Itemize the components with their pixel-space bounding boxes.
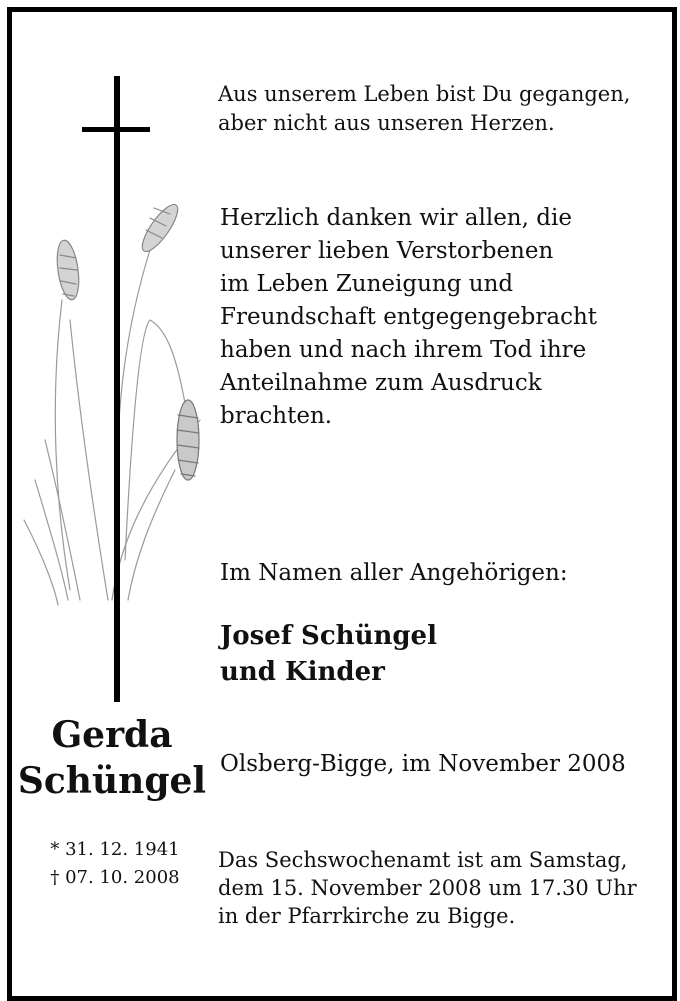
- thanks-paragraph: [220, 202, 640, 433]
- service-line: Das Sechswochenamt ist am Samstag,: [218, 848, 628, 872]
- thanks-line: haben und nach ihrem Tod ihre: [220, 337, 587, 363]
- deceased-name: [12, 712, 212, 804]
- signer-name: Josef Schüngel: [220, 621, 437, 651]
- wheat-icon: [24, 200, 200, 605]
- quote-line: Aus unserem Leben bist Du gegangen,: [218, 82, 631, 106]
- service-notice: [218, 846, 650, 930]
- thanks-line: brachten.: [220, 403, 333, 429]
- thanks-line: unserer lieben Verstorbenen: [220, 238, 554, 264]
- quote-line: aber nicht aus unseren Herzen.: [218, 111, 555, 135]
- thanks-line: Herzlich danken wir allen, die: [220, 205, 572, 231]
- death-date: † 07. 10. 2008: [50, 867, 180, 888]
- signers: [220, 618, 640, 690]
- on-behalf-line: Im Namen aller Angehörigen:: [220, 560, 568, 586]
- signer-name: und Kinder: [220, 657, 385, 687]
- birth-date: * 31. 12. 1941: [50, 839, 180, 860]
- deceased-last-name: Schüngel: [17, 760, 207, 802]
- cross-icon: [82, 76, 150, 702]
- memorial-quote: [218, 80, 648, 138]
- service-line: dem 15. November 2008 um 17.30 Uhr: [218, 876, 637, 900]
- thanks-line: Anteilnahme zum Ausdruck: [220, 370, 542, 396]
- life-dates: [30, 836, 200, 892]
- deceased-first-name: Gerda: [51, 714, 173, 756]
- place-and-date: Olsberg-Bigge, im November 2008: [220, 751, 626, 777]
- service-line: in der Pfarrkirche zu Bigge.: [218, 904, 516, 928]
- thanks-line: Freundschaft entgegengebracht: [220, 304, 598, 330]
- thanks-line: im Leben Zuneigung und: [220, 271, 514, 297]
